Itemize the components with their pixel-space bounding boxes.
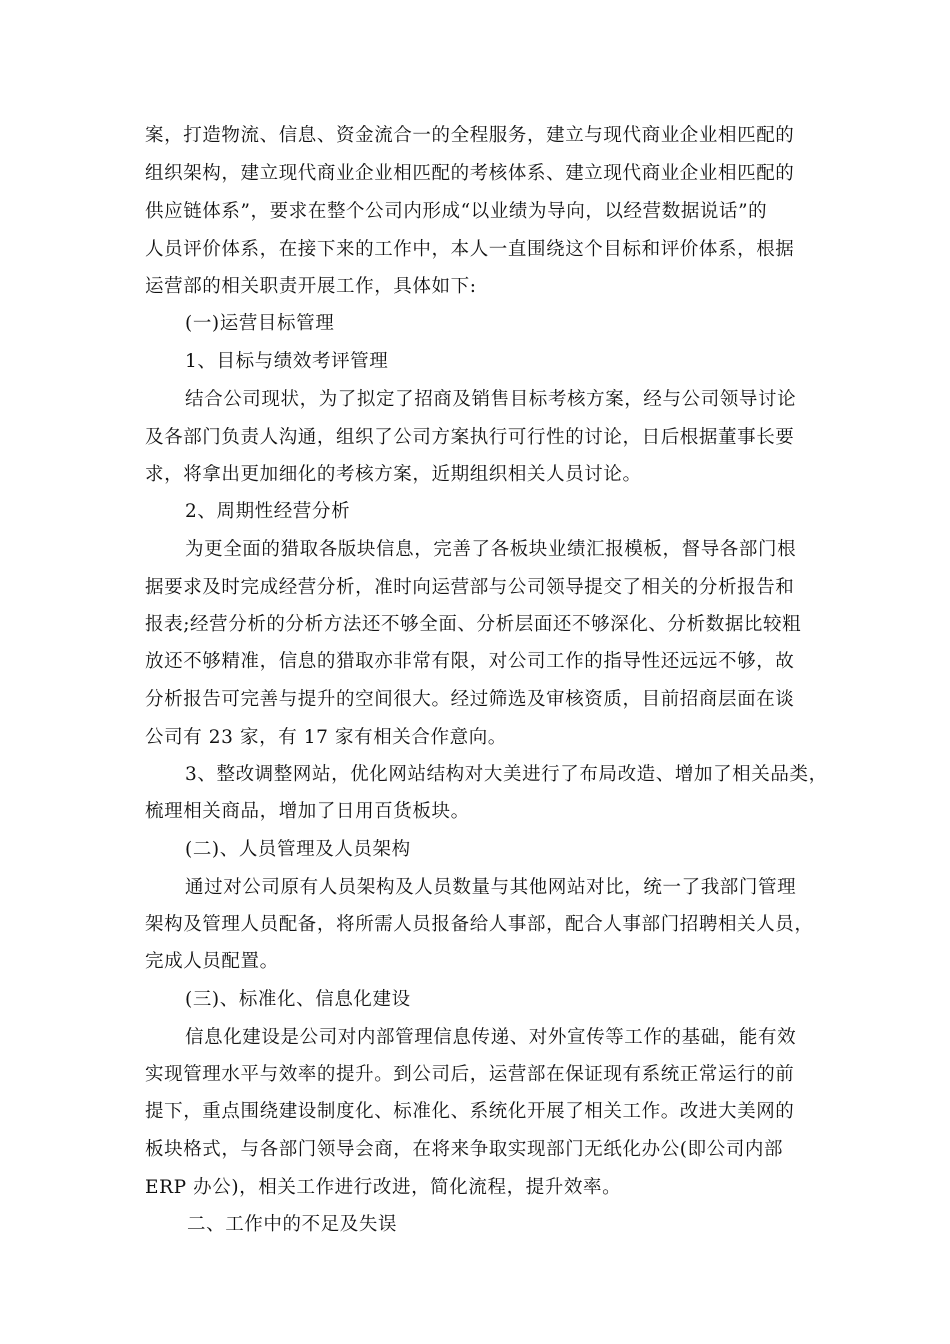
paragraph-line: 提下，重点围绕建设制度化、标准化、系统化开展了相关工作。改进大美网的 [145,1101,795,1122]
paragraph-line: 组织架构，建立现代商业企业相匹配的考核体系、建立现代商业企业相匹配的 [145,163,795,184]
section-heading: (一)运营目标管理 [185,313,335,334]
paragraph-line: 求，将拿出更加细化的考核方案，近期组织相关人员讨论。 [145,464,642,485]
paragraph-line: ERP 办公)，相关工作进行改进，简化流程，提升效率。 [145,1177,622,1198]
paragraph-line: 分析报告可完善与提升的空间很大。经过筛选及审核资质，目前招商层面在谈 [145,689,795,710]
section-heading: (二)、人员管理及人员架构 [185,839,411,860]
subsection-heading: 1、目标与绩效考评管理 [185,351,389,372]
paragraph-line: 运营部的相关职责开展工作，具体如下: [145,276,477,297]
paragraph-line: 案，打造物流、信息、资金流合一的全程服务，建立与现代商业企业相匹配的 [145,125,795,146]
subsection-heading: 2、周期性经营分析 [185,501,351,522]
paragraph-line: 人员评价体系，在接下来的工作中，本人一直围绕这个目标和评价体系，根据 [145,239,795,260]
section-heading: (三)、标准化、信息化建设 [185,989,411,1010]
paragraph-line: 报表;经营分析的分析方法还不够全面、分析层面还不够深化、分析数据比较粗 [145,614,802,635]
paragraph-line: 结合公司现状，为了拟定了招商及销售目标考核方案，经与公司领导讨论 [185,389,797,410]
paragraph-line: 梳理相关商品，增加了日用百货板块。 [145,801,470,822]
paragraph-line: 及各部门负责人沟通，组织了公司方案执行可行性的讨论，日后根据董事长要 [145,427,795,448]
paragraph-line: 放还不够精准，信息的猎取亦非常有限，对公司工作的指导性还远远不够，故 [145,651,795,672]
chapter-heading: 二、工作中的不足及失误 [187,1214,398,1235]
paragraph-line: 完成人员配置。 [145,951,279,972]
paragraph-line: 通过对公司原有人员架构及人员数量与其他网站对比，统一了我部门管理 [185,877,797,898]
paragraph-line: 为更全面的猎取各版块信息，完善了各板块业绩汇报模板，督导各部门根 [185,539,797,560]
paragraph-line: 实现管理水平与效率的提升。到公司后，运营部在保证现有系统正常运行的前 [145,1064,795,1085]
paragraph-line: 据要求及时完成经营分析，准时向运营部与公司领导提交了相关的分析报告和 [145,577,795,598]
paragraph-line: 架构及管理人员配备，将所需人员报备给人事部，配合人事部门招聘相关人员， [145,914,814,935]
paragraph-line: 3、整改调整网站，优化网站结构对大美进行了布局改造、增加了相关品类， [185,764,828,785]
paragraph-line: 板块格式，与各部门领导会商，在将来争取实现部门无纸化办公(即公司内部 [145,1139,784,1160]
paragraph-line: 信息化建设是公司对内部管理信息传递、对外宣传等工作的基础，能有效 [185,1027,797,1048]
paragraph-line: 公司有 23 家，有 17 家有相关合作意向。 [145,727,507,748]
paragraph-line: 供应链体系”，要求在整个公司内形成“以业绩为导向，以经营数据说话”的 [145,201,768,222]
